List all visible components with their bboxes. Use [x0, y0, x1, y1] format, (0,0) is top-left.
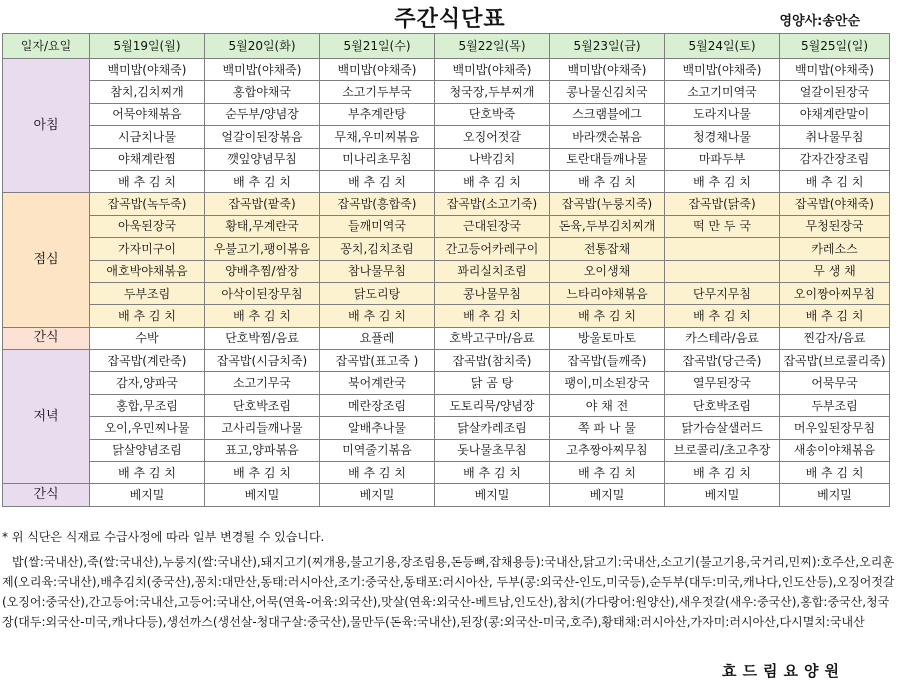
menu-cell: 호박고구마/음료	[435, 327, 550, 349]
menu-cell: 참나물무침	[320, 260, 435, 282]
menu-cell: 백미밥(야채죽)	[435, 59, 550, 81]
menu-cell: 팽이,미소된장국	[550, 372, 665, 394]
table-row	[3, 327, 890, 349]
menu-cell: 배 추 김 치	[665, 305, 780, 327]
menu-cell: 도라지나물	[665, 103, 780, 125]
menu-cell: 간고등어카레구이	[435, 238, 550, 260]
meal-label: 점심	[3, 193, 90, 327]
menu-cell: 단호박조림	[665, 394, 780, 416]
menu-cell: 소고기무국	[205, 372, 320, 394]
menu-cell: 근대된장국	[435, 215, 550, 237]
menu-cell: 백미밥(야채죽)	[550, 59, 665, 81]
menu-cell: 홍합야채국	[205, 81, 320, 103]
menu-cell: 배 추 김 치	[550, 170, 665, 192]
menu-cell: 꽁치,김치조림	[320, 238, 435, 260]
menu-cell: 수박	[90, 327, 205, 349]
menu-cell: 고추짱아찌무침	[550, 439, 665, 461]
menu-cell: 닭도리탕	[320, 282, 435, 304]
menu-cell: 무채,우미찌볶음	[320, 126, 435, 148]
day-header: 5월25일(일)	[780, 34, 890, 59]
menu-cell: 머우잎된장무침	[780, 417, 890, 439]
menu-cell: 아욱된장국	[90, 215, 205, 237]
menu-cell: 오징어젓갈	[435, 126, 550, 148]
menu-cell: 아삭이된장무침	[205, 282, 320, 304]
menu-cell: 오이,우민찌나물	[90, 417, 205, 439]
menu-cell: 배 추 김 치	[90, 462, 205, 484]
menu-cell: 취나물무침	[780, 126, 890, 148]
menu-cell: 배 추 김 치	[665, 170, 780, 192]
menu-cell: 꽈리실치조림	[435, 260, 550, 282]
menu-cell: 잡곡밥(누룽지죽)	[550, 193, 665, 215]
menu-cell: 배 추 김 치	[780, 305, 890, 327]
table-row	[3, 462, 890, 484]
menu-cell: 잡곡밥(들깨죽)	[550, 350, 665, 372]
menu-cell: 메란장조림	[320, 394, 435, 416]
day-header: 5월20일(화)	[205, 34, 320, 59]
menu-cell: 배 추 김 치	[435, 462, 550, 484]
menu-cell: 미역줄기볶음	[320, 439, 435, 461]
menu-cell: 베지밀	[205, 484, 320, 506]
menu-cell: 청경채나물	[665, 126, 780, 148]
menu-cell: 참치,김치찌개	[90, 81, 205, 103]
menu-cell: 닭 곰 탕	[435, 372, 550, 394]
menu-cell: 잡곡밥(당근죽)	[665, 350, 780, 372]
menu-cell: 잡곡밥(야채죽)	[780, 193, 890, 215]
menu-cell: 배 추 김 치	[435, 305, 550, 327]
menu-cell: 황태,무계란국	[205, 215, 320, 237]
corner-header: 일자/요일	[3, 34, 90, 59]
menu-cell	[665, 238, 780, 260]
table-row	[3, 59, 890, 81]
menu-cell: 잡곡밥(참치죽)	[435, 350, 550, 372]
menu-cell: 표고,양파볶음	[205, 439, 320, 461]
menu-cell: 도토리묵/양념장	[435, 394, 550, 416]
menu-cell: 카레소스	[780, 238, 890, 260]
menu-cell: 배 추 김 치	[205, 170, 320, 192]
menu-cell: 얼갈이된장볶음	[205, 126, 320, 148]
menu-cell	[665, 260, 780, 282]
day-header: 5월23일(금)	[550, 34, 665, 59]
menu-cell: 배 추 김 치	[205, 462, 320, 484]
menu-cell: 어묵무국	[780, 372, 890, 394]
menu-cell: 잡곡밥(녹두죽)	[90, 193, 205, 215]
menu-cell: 알배추나물	[320, 417, 435, 439]
menu-cell: 잡곡밥(팥죽)	[205, 193, 320, 215]
meal-label: 저녁	[3, 350, 90, 484]
day-header: 5월19일(월)	[90, 34, 205, 59]
menu-cell: 베지밀	[780, 484, 890, 506]
table-row	[3, 193, 890, 215]
table-row	[3, 126, 890, 148]
menu-cell: 잡곡밥(흥합죽)	[320, 193, 435, 215]
menu-cell: 마파두부	[665, 148, 780, 170]
dietitian-name: 영양사:송안순	[779, 14, 860, 29]
menu-cell: 얼갈이된장국	[780, 81, 890, 103]
menu-cell: 들깨미역국	[320, 215, 435, 237]
table-row	[3, 148, 890, 170]
day-header: 5월24일(토)	[665, 34, 780, 59]
menu-cell: 단무지무침	[665, 282, 780, 304]
menu-cell: 베지밀	[665, 484, 780, 506]
menu-cell: 배 추 김 치	[780, 462, 890, 484]
menu-cell: 배 추 김 치	[320, 170, 435, 192]
menu-cell: 브로콜리/초고추장	[665, 439, 780, 461]
menu-cell: 소고기미역국	[665, 81, 780, 103]
meal-label: 간식	[3, 327, 90, 349]
menu-cell: 두부조림	[780, 394, 890, 416]
menu-cell: 백미밥(야채죽)	[320, 59, 435, 81]
table-row	[3, 484, 890, 506]
menu-cell: 고사리들깨나물	[205, 417, 320, 439]
menu-cell: 잡곡밥(브로콜리죽)	[780, 350, 890, 372]
table-row	[3, 417, 890, 439]
menu-cell: 홍합,무조림	[90, 394, 205, 416]
menu-cell: 감자간장조림	[780, 148, 890, 170]
menu-cell: 야 채 전	[550, 394, 665, 416]
change-notice: * 위 식단은 식재료 수급사정에 따라 일부 변경될 수 있습니다.	[2, 530, 325, 544]
menu-cell: 전통잡채	[550, 238, 665, 260]
day-header: 5월22일(목)	[435, 34, 550, 59]
menu-cell: 양배추찜/쌈장	[205, 260, 320, 282]
menu-cell: 어묵야채볶음	[90, 103, 205, 125]
menu-cell: 애호박야채볶음	[90, 260, 205, 282]
menu-cell: 단호박조림	[205, 394, 320, 416]
menu-cell: 배 추 김 치	[205, 305, 320, 327]
menu-cell: 콩나물신김치국	[550, 81, 665, 103]
menu-cell: 돗나물초무침	[435, 439, 550, 461]
table-row	[3, 282, 890, 304]
header-row	[3, 34, 890, 59]
menu-cell: 청국장,두부찌개	[435, 81, 550, 103]
menu-cell: 배 추 김 치	[320, 462, 435, 484]
menu-cell: 배 추 김 치	[320, 305, 435, 327]
menu-cell: 소고기두부국	[320, 81, 435, 103]
menu-cell: 시금치나물	[90, 126, 205, 148]
table-row	[3, 394, 890, 416]
table-row	[3, 238, 890, 260]
menu-cell: 배 추 김 치	[780, 170, 890, 192]
menu-cell: 느타리야채볶음	[550, 282, 665, 304]
menu-cell: 가자미구이	[90, 238, 205, 260]
menu-cell: 토란대들깨나물	[550, 148, 665, 170]
table-row	[3, 170, 890, 192]
menu-cell: 배 추 김 치	[665, 462, 780, 484]
day-header: 5월21일(수)	[320, 34, 435, 59]
menu-cell: 야채계란말이	[780, 103, 890, 125]
menu-cell: 닭살양념조림	[90, 439, 205, 461]
menu-cell: 잡곡밥(닭죽)	[665, 193, 780, 215]
origin-info: 밥(쌀:국내산),죽(쌀:국내산),누룽지(쌀:국내산),돼지고기(찌개용,불고기용,장조림용,돈등뼈,잡채용등):국내산,닭고기:국내산,소고기(불고기용,국거리,민찌):호주산,오리훈제(오리육:국내산),배추김치(중국산),꽁치:대만산,동태:러시아산,조기:중국산,동태포:러시아산, 두부(콩:외국산-인도,미국등),순두부(대두:미국,캐나다,인도산등),오징어젓갈(오징어:중국산),간고등어:국내산,고등어:국내산,어묵(연육-어육:외국산),맛살(연육:외국산-베트남,인도산),참치(가다랑어:원양산),새우젓갈(새우:중국산),홍합:중국산,청국장(대두:외국산-미국,캐나다등),생선까스(생선살-청대구살:중국산),물만두(돈육:국내산),된장(콩:외국산-미국,호주),황태채:러시아산,가자미:러시아산,다시멸치:국내산	[2, 555, 895, 629]
menu-cell: 백미밥(야채죽)	[205, 59, 320, 81]
menu-cell: 백미밥(야채죽)	[665, 59, 780, 81]
table-row	[3, 350, 890, 372]
page-title: 주간식단표	[394, 7, 506, 32]
menu-cell: 떡 만 두 국	[665, 215, 780, 237]
menu-cell: 순두부/양념장	[205, 103, 320, 125]
table-row	[3, 439, 890, 461]
menu-cell: 잡곡밥(소고기죽)	[435, 193, 550, 215]
meal-label: 아침	[3, 59, 90, 193]
table-row	[3, 372, 890, 394]
menu-cell: 부추계란탕	[320, 103, 435, 125]
menu-cell: 배 추 김 치	[550, 305, 665, 327]
menu-cell: 나박김치	[435, 148, 550, 170]
menu-cell: 베지밀	[550, 484, 665, 506]
menu-cell: 요플레	[320, 327, 435, 349]
menu-cell: 열무된장국	[665, 372, 780, 394]
menu-cell: 잡곡밥(표고죽 )	[320, 350, 435, 372]
menu-cell: 스크램블에그	[550, 103, 665, 125]
table-row	[3, 215, 890, 237]
menu-cell: 무청된장국	[780, 215, 890, 237]
table-row	[3, 305, 890, 327]
menu-cell: 북어계란국	[320, 372, 435, 394]
menu-cell: 바라깻순볶음	[550, 126, 665, 148]
menu-cell: 찐감자/음료	[780, 327, 890, 349]
menu-cell: 깻잎양념무침	[205, 148, 320, 170]
menu-cell: 쪽 파 나 물	[550, 417, 665, 439]
organization-name: 효드림요양원	[722, 662, 845, 680]
menu-cell: 새송이야채볶음	[780, 439, 890, 461]
menu-cell: 오이생채	[550, 260, 665, 282]
menu-cell: 베지밀	[435, 484, 550, 506]
table-row	[3, 81, 890, 103]
menu-cell: 닭가슴살샐러드	[665, 417, 780, 439]
menu-cell: 카스테라/음료	[665, 327, 780, 349]
menu-cell: 감자,양파국	[90, 372, 205, 394]
menu-cell: 배 추 김 치	[550, 462, 665, 484]
menu-cell: 잡곡밥(시금치죽)	[205, 350, 320, 372]
menu-cell: 방울토마토	[550, 327, 665, 349]
menu-cell: 닭살카레조림	[435, 417, 550, 439]
menu-cell: 단호박죽	[435, 103, 550, 125]
table-row	[3, 260, 890, 282]
menu-cell: 배 추 김 치	[435, 170, 550, 192]
menu-cell: 콩나물무침	[435, 282, 550, 304]
weekly-menu-table	[2, 33, 890, 507]
menu-cell: 백미밥(야채죽)	[780, 59, 890, 81]
menu-cell: 배 추 김 치	[90, 305, 205, 327]
menu-cell: 미나리초무침	[320, 148, 435, 170]
menu-cell: 야채계란찜	[90, 148, 205, 170]
menu-cell: 무 생 채	[780, 260, 890, 282]
menu-cell: 오이짱아찌무침	[780, 282, 890, 304]
menu-cell: 단호박찜/음료	[205, 327, 320, 349]
table-row	[3, 103, 890, 125]
menu-cell: 잡곡밥(계란죽)	[90, 350, 205, 372]
menu-cell: 배 추 김 치	[90, 170, 205, 192]
menu-cell: 백미밥(야채죽)	[90, 59, 205, 81]
menu-cell: 베지밀	[320, 484, 435, 506]
menu-cell: 두부조림	[90, 282, 205, 304]
menu-cell: 베지밀	[90, 484, 205, 506]
meal-label: 간식	[3, 484, 90, 506]
menu-cell: 우불고기,팽이볶음	[205, 238, 320, 260]
menu-cell: 돈육,두부김치찌개	[550, 215, 665, 237]
